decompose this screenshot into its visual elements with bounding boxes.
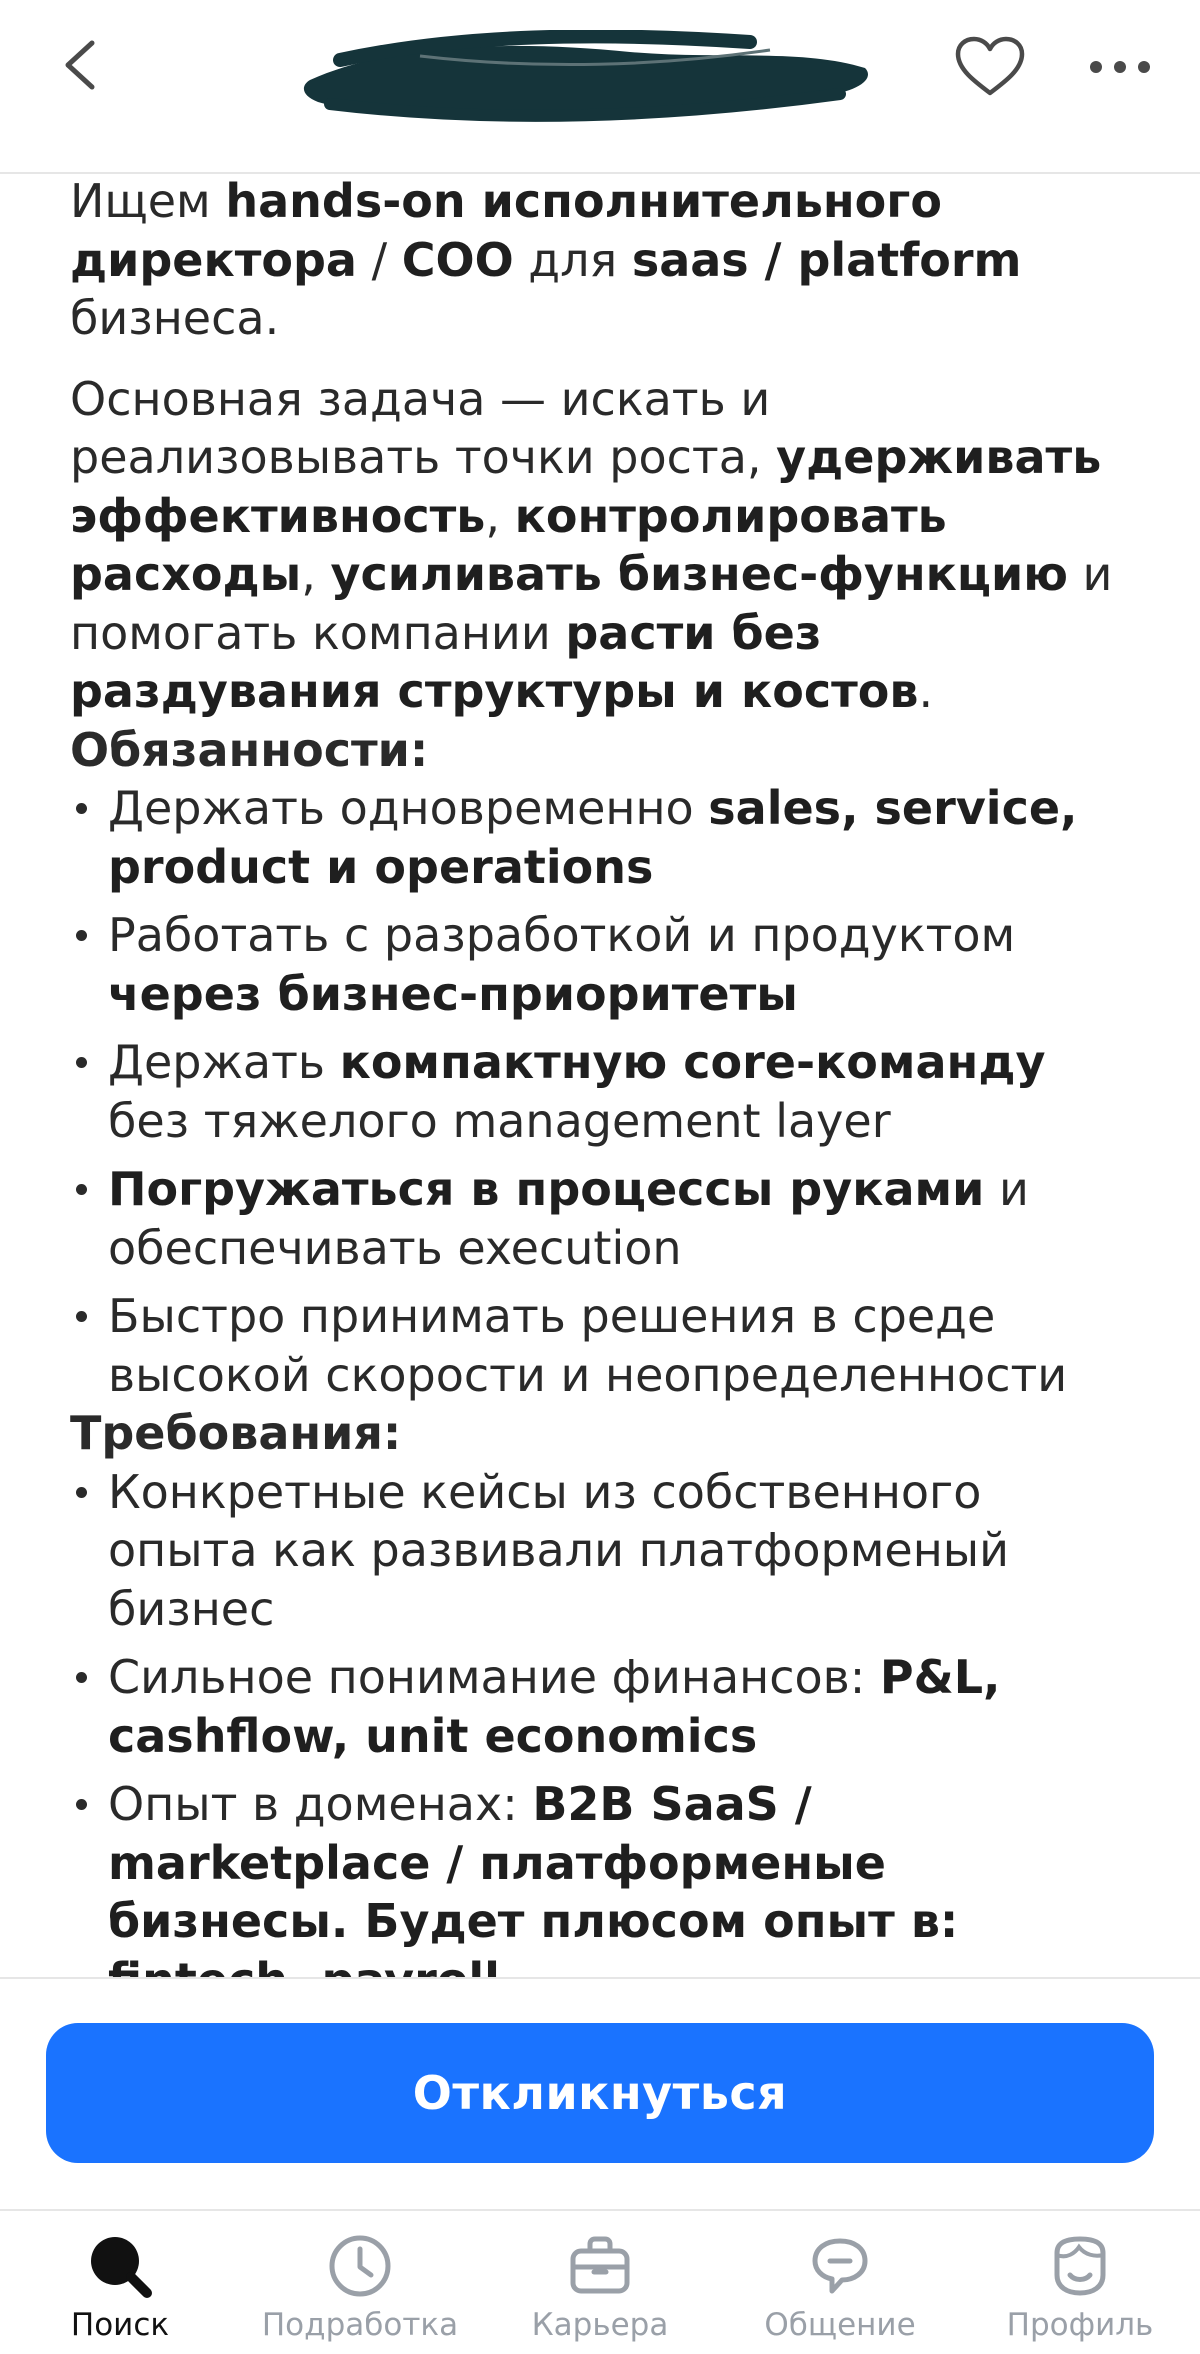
list-item: Держать компактную core-команду без тяжелого management layer bbox=[70, 1033, 1140, 1150]
vacancy-description bbox=[70, 172, 1140, 2009]
task-bold-2: контролировать расходы bbox=[70, 488, 947, 601]
intro-text-2: / bbox=[356, 232, 402, 287]
list-item: Работать с разработкой и продуктом через бизнес-приоритеты bbox=[70, 906, 1140, 1023]
duties-title: Обязанности: bbox=[70, 722, 429, 777]
intro-paragraph bbox=[70, 172, 1140, 348]
intro-text-4: бизнеса. bbox=[70, 291, 280, 345]
top-bar bbox=[0, 0, 1200, 174]
list-item: Конкретные кейсы из собственного опыта как развивали платформеный бизнес bbox=[70, 1463, 1140, 1639]
favorite-button[interactable] bbox=[945, 22, 1035, 112]
bottom-navigation bbox=[0, 2209, 1200, 2354]
task-bold-1: удерживать эффективность bbox=[70, 430, 1102, 543]
more-options-button[interactable] bbox=[1075, 22, 1165, 112]
nav-label: Общение bbox=[764, 2307, 916, 2343]
list-item: Погружаться в процессы руками и обеспечивать execution bbox=[70, 1160, 1140, 1277]
duties-list bbox=[70, 779, 1140, 1404]
intro-text-1: Ищем bbox=[70, 174, 226, 228]
nav-label: Подработка bbox=[261, 2307, 459, 2343]
redacted-title-scribble bbox=[300, 30, 880, 126]
list-item: Быстро принимать решения в среде высокой скорости и неопределенности bbox=[70, 1287, 1140, 1404]
nav-item-profile[interactable] bbox=[960, 2211, 1200, 2354]
chevron-left-icon bbox=[60, 37, 100, 93]
back-button[interactable] bbox=[40, 20, 120, 110]
task-bold-4: расти без раздувания структуры и костов bbox=[70, 605, 919, 718]
nav-item-chat[interactable] bbox=[720, 2211, 960, 2354]
task-text-4: и помогать компании bbox=[70, 547, 1113, 660]
briefcase-icon bbox=[565, 2231, 635, 2301]
profile-face-icon bbox=[1045, 2231, 1115, 2301]
intro-bold-1: hands-on исполнительного директора bbox=[70, 174, 942, 287]
task-paragraph bbox=[70, 370, 1140, 721]
intro-bold-2: COO bbox=[401, 232, 514, 287]
task-text-3: , bbox=[301, 547, 331, 601]
clock-icon bbox=[325, 2231, 395, 2301]
nav-item-search[interactable] bbox=[0, 2211, 240, 2354]
requirements-title: Требования: bbox=[70, 1406, 402, 1460]
nav-label: Профиль bbox=[1006, 2307, 1154, 2343]
list-item: Опыт в доменах: B2B SaaS / marketplace / платформеные бизнесы. Будет плюсом опыт в: bbox=[70, 1775, 1140, 2009]
search-icon bbox=[85, 2231, 155, 2301]
task-text-2: , bbox=[485, 488, 515, 543]
list-item: Держать одновременно sales, service, product и operations bbox=[70, 779, 1140, 896]
nav-item-career[interactable] bbox=[480, 2211, 720, 2354]
chat-bubble-icon bbox=[805, 2231, 875, 2301]
nav-label: Поиск bbox=[70, 2307, 170, 2343]
task-text-1: Основная задача — искать и реализовывать точки роста, bbox=[70, 371, 777, 484]
nav-item-side-jobs[interactable] bbox=[240, 2211, 480, 2354]
intro-text-3: для bbox=[513, 232, 632, 287]
more-horizontal-icon bbox=[1088, 59, 1152, 75]
intro-bold-3: saas / platform bbox=[631, 232, 1022, 287]
nav-label: Карьера bbox=[531, 2307, 669, 2343]
list-item: Сильное понимание финансов: P&L, cashflow, unit economics bbox=[70, 1648, 1140, 1765]
apply-button[interactable]: Откликнуться bbox=[46, 2023, 1154, 2163]
heart-icon bbox=[954, 35, 1026, 99]
action-bar bbox=[0, 1977, 1200, 2211]
requirements-list bbox=[70, 1463, 1140, 2010]
task-bold-3: усиливать бизнес-функцию bbox=[330, 547, 1068, 601]
task-text-5: . bbox=[918, 664, 934, 718]
